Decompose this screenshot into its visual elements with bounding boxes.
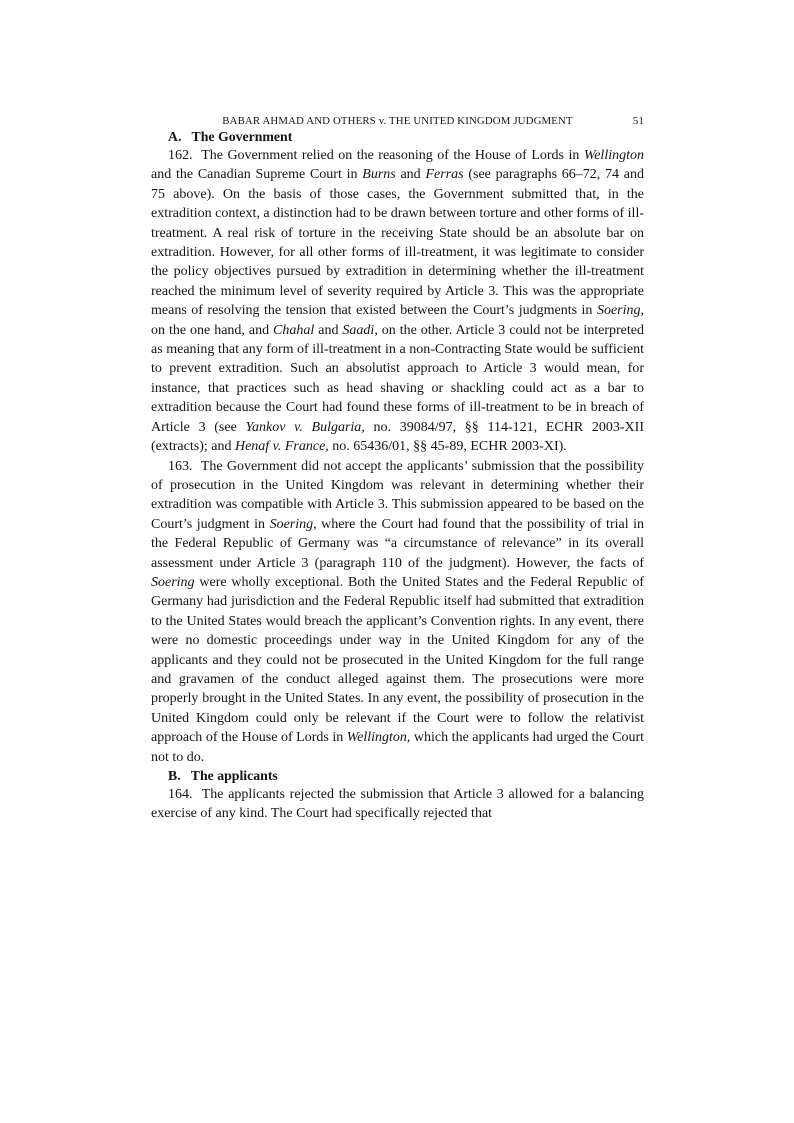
text-run: and bbox=[395, 167, 426, 183]
page-number: 51 bbox=[632, 115, 644, 127]
text-run: and the Canadian Supreme Court in bbox=[151, 167, 363, 183]
text-run: Chahal bbox=[273, 322, 315, 338]
text-run: Soering bbox=[596, 303, 641, 319]
section-heading-b bbox=[151, 767, 644, 785]
text-run: Wellington bbox=[583, 148, 644, 163]
text-run: Soering bbox=[151, 574, 195, 590]
text-run: and bbox=[314, 322, 343, 338]
section-heading-a bbox=[151, 128, 644, 146]
text-run: were wholly exceptional. Both the United States and the Federal Republic of Germany had jurisdiction and the Federal Republic itself had submitted that extradition to the United States would breach the applicant’s Convention rights. In any event, there were no domestic proceedings under way in the United Kingdom for any of the applicants and they could not be prosecuted in the United Kingdom for the full range and gravamen of the conduct alleged against them. The prosecutions were more properly brought in the United States. In any event, the possibility of prosecution in the United Kingdom could only be relevant if the Court were to follow the relativist approach of the House of Lords in bbox=[151, 574, 644, 746]
text-run: , no. 39084/97, §§ 114-121, ECHR 2003-XII (extracts); and bbox=[151, 419, 644, 455]
text-column bbox=[151, 115, 644, 824]
text-run: Wellington bbox=[346, 730, 407, 746]
text-run: 162. The Government relied on the reasoning of the House of Lords in bbox=[168, 148, 584, 163]
paragraph-164 bbox=[151, 785, 644, 824]
running-header-title: BABAR AHMAD AND OTHERS v. THE UNITED KINGDOM JUDGMENT bbox=[222, 115, 573, 127]
text-run: Soering bbox=[269, 516, 314, 532]
text-run: , which the applicants had urged the Court not to do. bbox=[151, 730, 645, 765]
section-title: The applicants bbox=[190, 768, 278, 783]
text-run: 164. The applicants rejected the submission that Article 3 allowed for a balancing exercise of any kind. The Court had specifically rejected that bbox=[151, 787, 644, 822]
text-run: , on the other. Article 3 could not be interpreted as meaning that any form of ill-treatment in a non-Contracting State would be sufficient to prevent extradition. Such an absolutist approach to Article 3 would mean, for instance, that practices such as head shaving or shackling could act as a bar to extradition because the Court had found these forms of ill-treatment to be in breach of Article 3 (see bbox=[151, 322, 644, 435]
text-run: Saadi bbox=[342, 322, 375, 338]
paragraph-163 bbox=[151, 457, 644, 768]
text-run: Burns bbox=[362, 167, 396, 183]
text-run: Henaf v. France bbox=[234, 439, 326, 455]
text-run: , no. 65436/01, §§ 45-89, ECHR 2003-XI). bbox=[325, 439, 567, 455]
section-letter: B. bbox=[168, 768, 181, 783]
text-run: 163. The Government did not accept the applicants’ submission that the possibility of prosecution in the United Kingdom was relevant in determining whether their extradition was compatible with Article 3. This submission appeared to be based on the Court’s judgment in bbox=[151, 458, 644, 532]
paragraph-162 bbox=[151, 146, 644, 457]
text-run: , where the Court had found that the possibility of trial in the Federal Republic of Germany was “a circumstance of relevance” in its overall assessment under Article 3 (paragraph 110 of the judgment). However, the facts of bbox=[151, 516, 645, 571]
text-run: Ferras bbox=[425, 167, 464, 183]
section-letter: A. bbox=[168, 129, 182, 144]
text-run: Yankov v. Bulgaria bbox=[245, 419, 362, 435]
text-run: , on the one hand, and bbox=[151, 303, 644, 338]
page-header bbox=[151, 115, 644, 128]
section-title: The Government bbox=[191, 129, 293, 144]
text-run: (see paragraphs 66–72, 74 and 75 above). On the basis of those cases, the Government submitted that, in the extradition context, a distinction had to be drawn between torture and other forms of ill-treatment. A real risk of torture in the receiving State should be an absolute bar on extradition. However, for all other forms of ill-treatment, it was legitimate to consider the policy objectives pursued by extradition in determining whether the ill-treatment reached the minimum level of severity required by Article 3. This was the appropriate means of resolving the tension that existed between the Court’s judgments in bbox=[151, 167, 645, 319]
